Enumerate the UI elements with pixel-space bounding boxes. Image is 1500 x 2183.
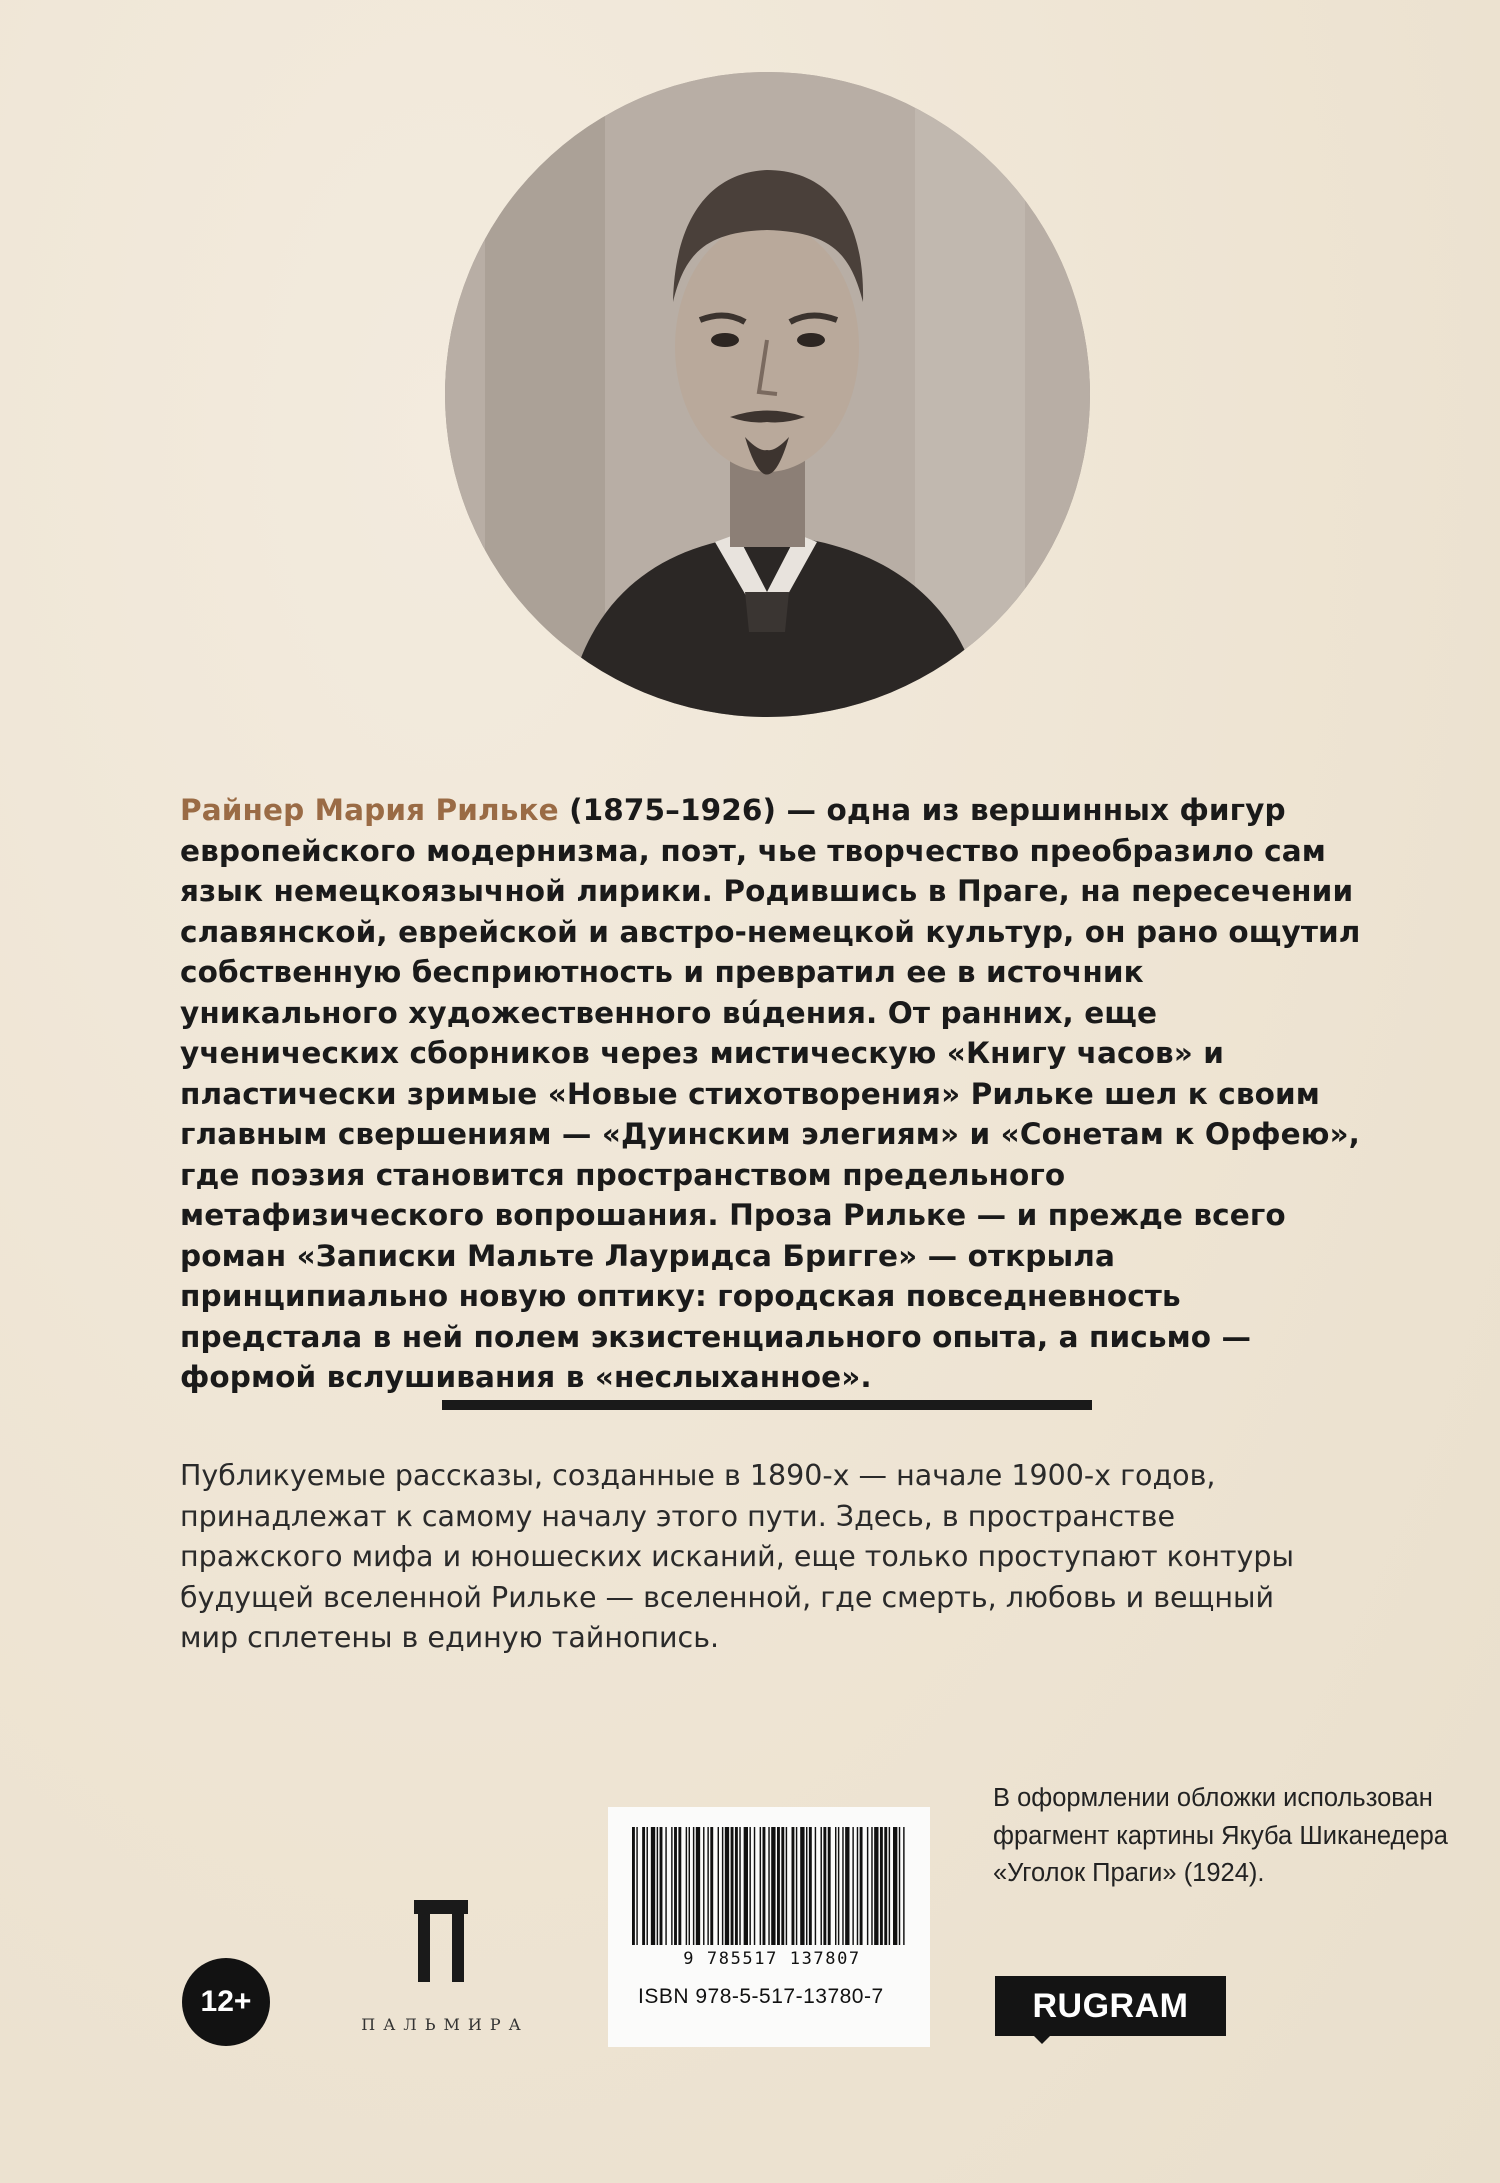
palmira-logo-icon: [414, 1900, 468, 1982]
author-name: Райнер Мария Рильке: [180, 793, 559, 827]
author-biography: [180, 790, 1370, 1398]
isbn-number: ISBN 978-5-517-13780-7: [638, 1985, 884, 2008]
barcode-digits: 9 785517 137807: [683, 1949, 861, 1969]
barcode-panel: [608, 1807, 930, 2047]
section-divider: [442, 1400, 1092, 1410]
rugram-logo-tail: [1032, 2034, 1052, 2044]
cover-credit-note: В оформлении обложки использован фрагмент картины Якуба Шиканедера «Уголок Праги» (1924).: [993, 1784, 1448, 1887]
author-portrait: [445, 72, 1090, 717]
barcode-bars: [630, 1827, 910, 1945]
publisher-logo: [330, 1900, 560, 2040]
biography-text: (1875–1926) — одна из вершинных фигур европейского модернизма, поэт, чье творчество преобразило сам язык немецкоязычной лирики. Родившись в Праге, на пересечении славянской, еврейской и австро-немецкой культур, он рано ощутил собственную бесприютность и превратил ее в источник уникального художественного вúдения. От ранних, еще ученических сборников через мистическую «Книгу часов» и пластически зримые «Новые стихотворения» Рильке шел к своим главным свершениям — «Дуинским элегиям» и «Сонетам к Орфею», где поэзия становится пространством предельного метафизического вопрошания. Проза Рильке — и прежде всего роман «Записки Мальте Лауридса Бригге» — открыла принципиально новую оптику: городская повседневность предстала в ней полем экзистенциального опыта, а письмо — формой вслушивания в «неслыханное».: [180, 793, 1361, 1394]
book-description: Публикуемые рассказы, созданные в 1890-х — начале 1900-х годов, принадлежат к самому началу этого пути. Здесь, в пространстве пражского мифа и юношеских исканий, еще только проступают контуры будущей вселенной Рильке — вселенной, где смерть, любовь и вещный мир сплетены в единую тайнопись.: [180, 1459, 1294, 1654]
publisher-name: ПАЛЬМИРА: [361, 2015, 529, 2034]
age-rating-badge: 12+: [182, 1958, 270, 2046]
portrait-illustration: [445, 72, 1090, 717]
rugram-logo: RUGRAM: [995, 1976, 1226, 2036]
